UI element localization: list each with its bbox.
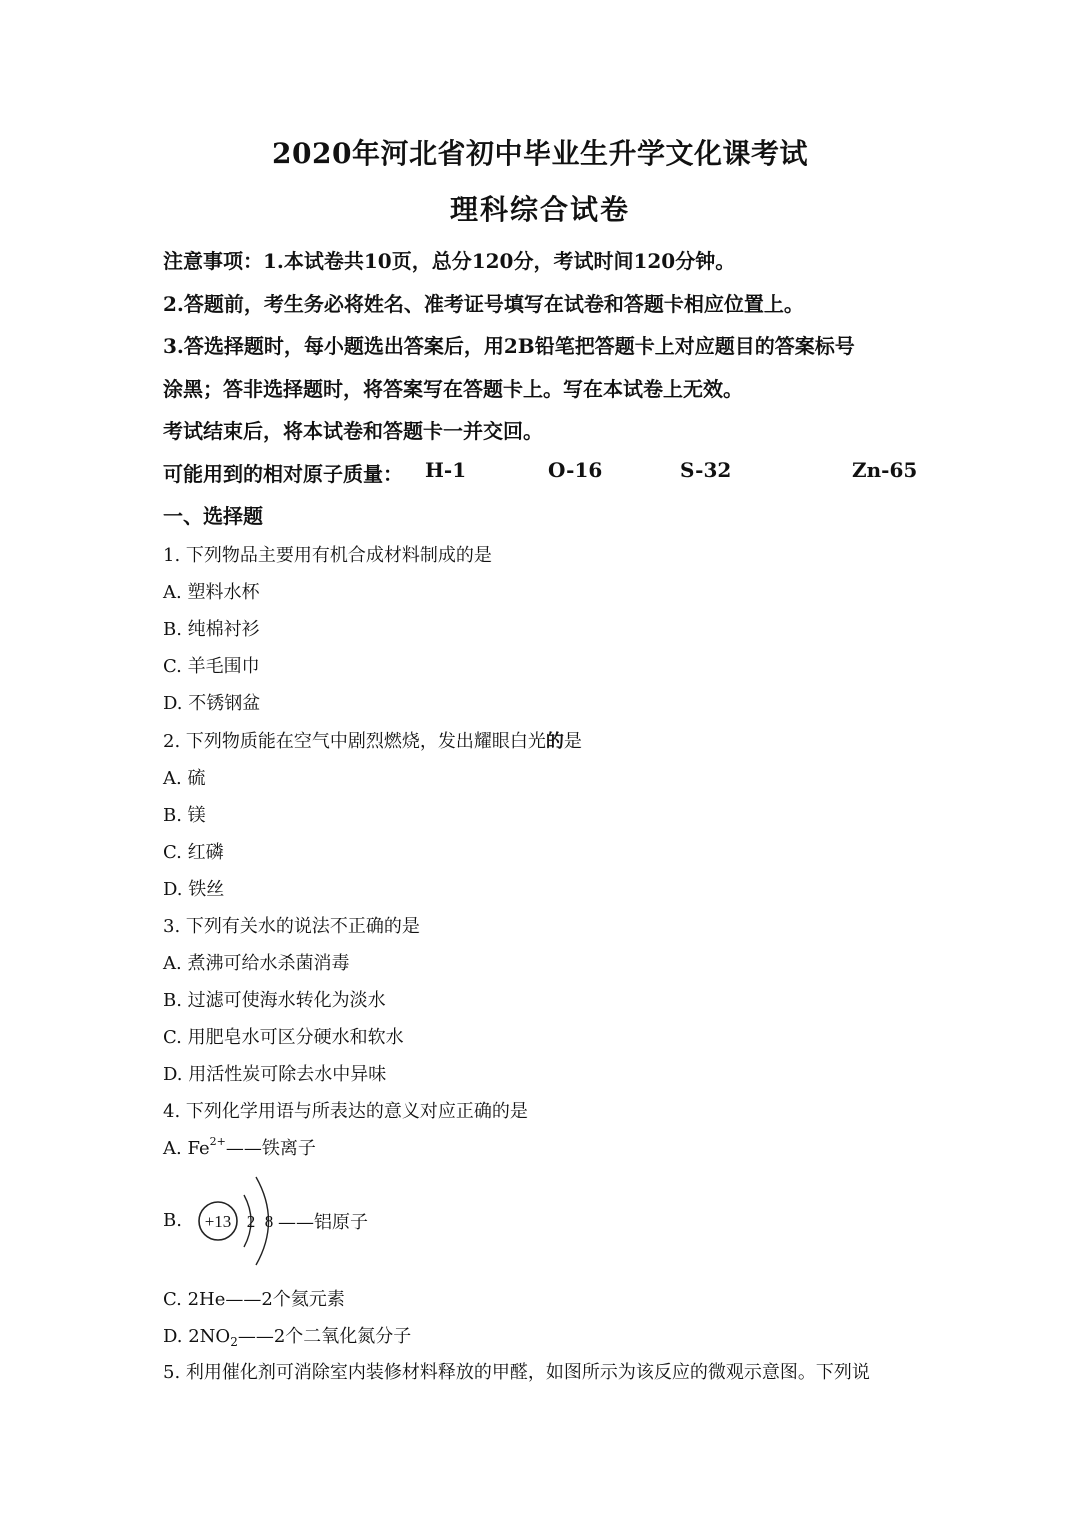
q4-stem: 4. 下列化学用语与所表达的意义对应正确的是: [163, 1101, 528, 1122]
q4-b-meaning: ——铝原子: [278, 1212, 368, 1233]
notes-line-2: 2.答题前，考生务必将姓名、准考证号填写在试卷和答题卡相应位置上。: [163, 292, 804, 316]
q1-option-c: C. 羊毛围巾: [163, 656, 260, 677]
atomic-mass-zn: Zn-65: [852, 458, 918, 482]
exam-title: 2020年河北省初中毕业生升学文化课考试: [272, 137, 808, 170]
outer-shell-electrons: 8: [264, 1212, 274, 1231]
section-heading: 一、选择题: [163, 504, 263, 528]
q1-stem: 1. 下列物品主要用有机合成材料制成的是: [163, 545, 492, 566]
notes-line-1: 注意事项：1.本试卷共10页，总分120分，考试时间120分钟。: [163, 249, 736, 273]
q4-option-a: [163, 1134, 316, 1160]
q3-option-a: A. 煮沸可给水杀菌消毒: [163, 953, 350, 974]
exam-subtitle: 理科综合试卷: [449, 193, 630, 226]
q2-stem-text: 2. 下列物质能在空气中剧烈燃烧，发出耀眼白光: [163, 731, 546, 752]
q2-option-b: B. 镁: [163, 805, 206, 826]
nucleus-charge: +13: [204, 1212, 232, 1231]
q2-stem: [163, 727, 582, 753]
atomic-mass-h: H-1: [425, 458, 467, 482]
q2-option-d: D. 铁丝: [163, 879, 225, 900]
q1-option-b: B. 纯棉衬衫: [163, 619, 260, 640]
q3-option-b: B. 过滤可使海水转化为淡水: [163, 990, 386, 1011]
q4-option-d: [163, 1322, 411, 1349]
q4-a-meaning: ——铁离子: [225, 1138, 316, 1159]
q4-option-b-label: B.: [163, 1210, 182, 1231]
q5-stem: 5. 利用催化剂可消除室内装修材料释放的甲醛，如图所示为该反应的微观示意图。下列说: [163, 1362, 870, 1383]
q4-a-formula: A. Fe: [163, 1138, 210, 1159]
inner-shell-electrons: 2: [246, 1212, 256, 1231]
q2-stem-bold: 的: [545, 731, 564, 752]
q2-stem-end: 是: [563, 731, 582, 752]
q3-stem: 3. 下列有关水的说法不正确的是: [163, 916, 420, 937]
notes-line-3: 3.答选择题时，每小题选出答案后，用2B铅笔把答题卡上对应题目的答案标号: [163, 334, 855, 358]
q3-option-d: D. 用活性炭可除去水中异味: [163, 1064, 387, 1085]
q3-option-c: C. 用肥皂水可区分硬水和软水: [163, 1027, 404, 1048]
notes-line-4: 涂黑；答非选择题时，将答案写在答题卡上。写在本试卷上无效。: [163, 377, 743, 401]
atomic-structure-diagram: [195, 1170, 280, 1268]
atomic-mass-s: S-32: [680, 458, 732, 482]
q1-option-a: A. 塑料水杯: [163, 582, 260, 603]
q1-option-d: D. 不锈钢盆: [163, 693, 261, 714]
atomic-mass-o: O-16: [548, 458, 603, 482]
q4-option-c: C. 2He——2个氦元素: [163, 1289, 345, 1310]
q4-d-formula: D. 2NO: [163, 1326, 231, 1347]
q2-option-a: A. 硫: [163, 768, 206, 789]
q2-option-c: C. 红磷: [163, 842, 224, 863]
q4-d-meaning: ——2个二氧化氮分子: [237, 1326, 412, 1347]
q4-a-charge: 2+: [209, 1135, 226, 1148]
q4-d-subscript: 2: [230, 1335, 238, 1349]
notes-line-5: 考试结束后，将本试卷和答题卡一并交回。: [163, 419, 543, 443]
atomic-mass-label: 可能用到的相对原子质量：: [163, 462, 403, 486]
